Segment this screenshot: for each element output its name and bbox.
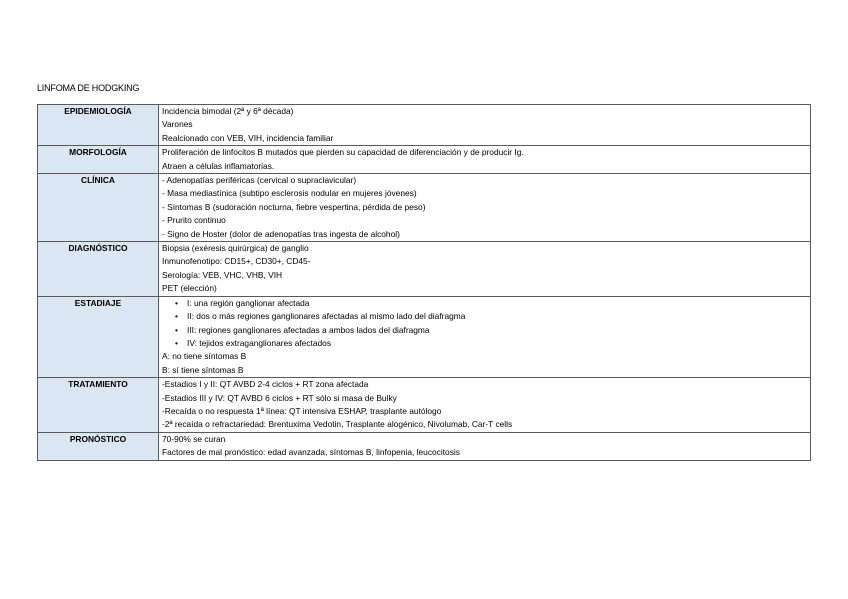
content-line: -Estadios III y IV: QT AVBD 6 ciclos + RT sólo si masa de Bulky bbox=[162, 392, 397, 403]
document-title: LINFOMA DE HODGKING bbox=[37, 83, 140, 93]
table-row bbox=[38, 378, 811, 433]
content-line: PET (elección) bbox=[162, 283, 217, 294]
content-line: Serología: VEB, VHC, VHB, VIH bbox=[162, 269, 283, 280]
row-header: EPIDEMIOLOGÍA bbox=[38, 105, 159, 146]
row-content bbox=[159, 296, 811, 377]
content-line: Proliferación de linfocitos B mutados que pierden su capacidad de diferenciación y de producir Ig. bbox=[162, 147, 524, 158]
content-line: - Masa mediastínica (subtipo esclerosis nodular en mujeres jóvenes) bbox=[162, 188, 417, 199]
content-line: Incidencia bimodal (2ª y 6ª década) bbox=[162, 106, 294, 116]
content-line: -Estadios I y II: QT AVBD 2-4 ciclos + RT zona afectada bbox=[162, 379, 369, 390]
row-header: TRATAMIENTO bbox=[38, 378, 159, 433]
content-line: - Prurito continuo bbox=[162, 215, 226, 226]
summary-table bbox=[37, 104, 811, 461]
content-line: - Signo de Hoster (dolor de adenopatías tras ingesta de alcohol) bbox=[162, 228, 400, 239]
bullet-item bbox=[162, 310, 807, 323]
row-content bbox=[159, 378, 811, 433]
content-line: -2ª recaída o refractariedad: Brentuxima Vedotin, Trasplante alogénico, Nivolumab, Car-T cells bbox=[162, 419, 513, 430]
row-header: ESTADIAJE bbox=[38, 296, 159, 377]
content-line: Atraen a células inflamatorias. bbox=[162, 160, 275, 171]
table-row bbox=[38, 242, 811, 297]
content-line: B: sí tiene síntomas B bbox=[162, 364, 244, 375]
bullet-text: II: dos o más regiones ganglionares afectadas al mismo lado del diafragma bbox=[187, 311, 466, 322]
content-line: Varones bbox=[162, 119, 193, 130]
table-row bbox=[38, 296, 811, 377]
table-row bbox=[38, 432, 811, 460]
bullet-text: I: una región ganglionar afectada bbox=[187, 297, 310, 308]
content-line: A: no tiene síntomas B bbox=[162, 351, 247, 362]
content-line: -Recaída o no respuesta 1ª línea: QT intensiva ESHAP, trasplante autólogo bbox=[162, 405, 442, 416]
content-line: Inmunofenotipo: CD15+, CD30+, CD45- bbox=[162, 256, 311, 267]
bullet-dot-icon: • bbox=[175, 337, 178, 348]
bullet-item bbox=[162, 297, 807, 310]
table-row bbox=[38, 174, 811, 242]
bullet-dot-icon: • bbox=[175, 311, 178, 322]
row-header: PRONÓSTICO bbox=[38, 432, 159, 460]
bullet-item bbox=[162, 337, 807, 350]
row-content bbox=[159, 432, 811, 460]
table-row bbox=[38, 105, 811, 146]
row-content bbox=[159, 242, 811, 297]
bullet-text: III: regiones ganglionares afectadas a ambos lados del diafragma bbox=[187, 324, 430, 335]
content-line: 70-90% se curan bbox=[162, 433, 226, 444]
row-content bbox=[159, 105, 811, 146]
content-line: - Síntomas B (sudoración nocturna, fiebre vespertina, pérdida de peso) bbox=[162, 201, 426, 212]
content-line: - Adenopatías periféricas (cervical o supraclavicular) bbox=[162, 175, 357, 186]
table-row bbox=[38, 146, 811, 174]
row-header: CLÍNICA bbox=[38, 174, 159, 242]
row-content bbox=[159, 146, 811, 174]
row-header: DIAGNÓSTICO bbox=[38, 242, 159, 297]
bullet-dot-icon: • bbox=[175, 324, 178, 335]
bullet-dot-icon: • bbox=[175, 297, 178, 308]
content-line: Factores de mal pronóstico: edad avanzada, síntomas B, linfopenia, leucocitosis bbox=[162, 447, 460, 458]
row-header: MORFOLOGÍA bbox=[38, 146, 159, 174]
content-line: Realcionado con VEB, VIH, incidencia familiar bbox=[162, 132, 334, 143]
content-line: Biopsia (exéresis quirúrgica) de ganglio bbox=[162, 243, 309, 254]
bullet-text: IV: tejidos extraganglionares afectados bbox=[187, 337, 332, 348]
row-content bbox=[159, 174, 811, 242]
bullet-item bbox=[162, 324, 807, 337]
